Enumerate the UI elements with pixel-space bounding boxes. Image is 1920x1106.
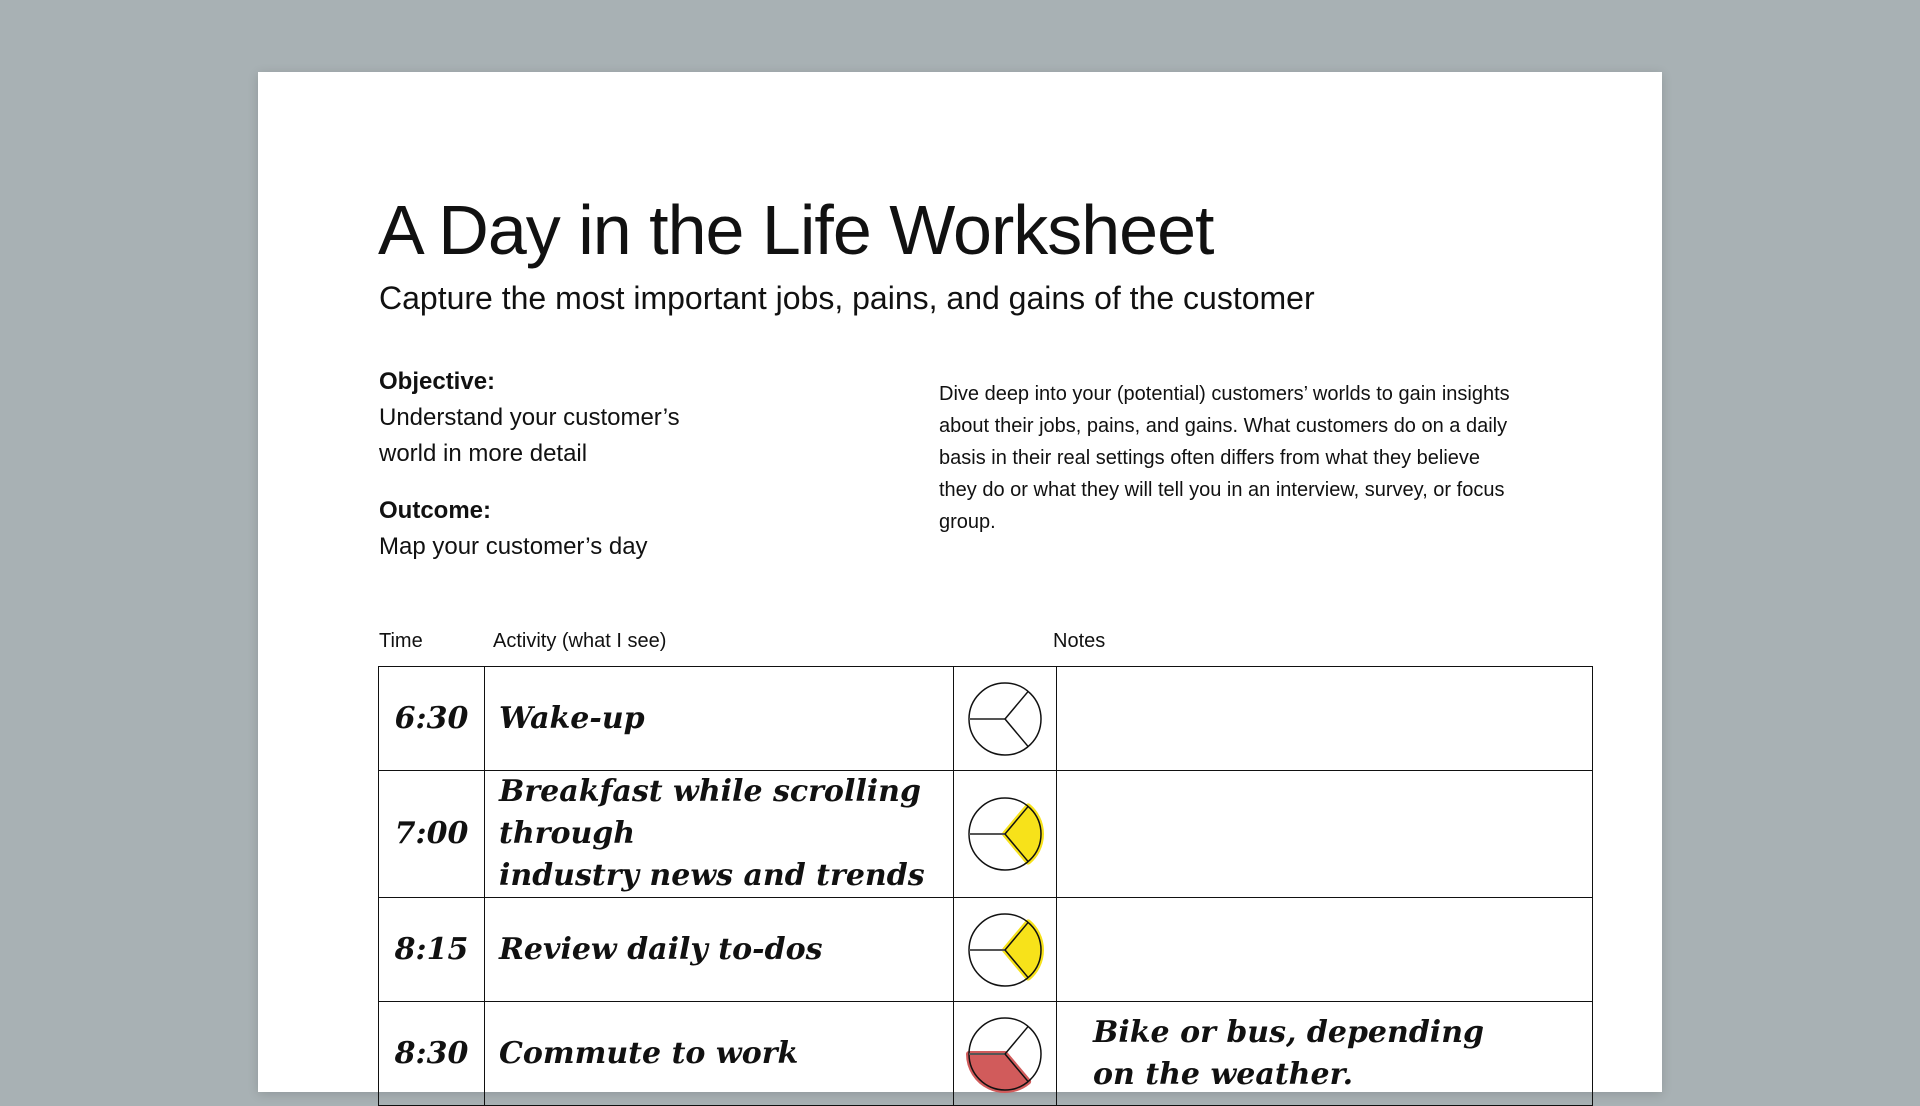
time-value: 7:00 (394, 816, 469, 851)
description-paragraph: Dive deep into your (potential) customers’ worlds to gain insights about their jobs, pains, and gains. What customers do on a daily basis in their real settings often differs from what they believe they do or what they will tell you in an interview, survey, or focus group. (939, 383, 1510, 533)
objective-line-1: Understand your customer’s (379, 404, 680, 431)
time-cell[interactable] (379, 771, 485, 898)
table-row (379, 771, 1593, 898)
table-row (379, 898, 1593, 1002)
table-row (379, 1002, 1593, 1106)
time-value: 8:15 (394, 931, 469, 967)
time-value: 6:30 (394, 700, 469, 736)
activity-line: industry news and trends (499, 858, 925, 893)
notes-cell[interactable] (1057, 771, 1593, 898)
time-cell[interactable] (379, 1002, 485, 1106)
time-cell[interactable] (379, 898, 485, 1002)
mood-pie-icon (963, 792, 1047, 876)
table-row (379, 667, 1593, 771)
objective-label: Objective: (379, 368, 496, 395)
activity-line: Wake-up (499, 700, 645, 736)
outcome-text: Map your customer’s day (379, 533, 648, 560)
notes-line: on the weather. (1093, 1056, 1354, 1092)
header-time: Time (379, 630, 423, 652)
notes-cell[interactable] (1057, 898, 1593, 1002)
worksheet-page (258, 72, 1662, 1092)
activity-cell[interactable] (485, 898, 954, 1002)
time-value: 8:30 (394, 1035, 469, 1071)
mood-cell[interactable] (954, 667, 1057, 771)
activity-line: Breakfast while scrolling through (499, 774, 921, 851)
mood-cell[interactable] (954, 771, 1057, 898)
activity-line: Review daily to-dos (499, 931, 823, 967)
mood-pie-icon (963, 1012, 1047, 1096)
outcome-label: Outcome: (379, 497, 492, 524)
objective-line-2: world in more detail (379, 440, 588, 467)
header-notes: Notes (1053, 630, 1106, 652)
mood-cell[interactable] (954, 898, 1057, 1002)
mood-cell[interactable] (954, 1002, 1057, 1106)
page-title: A Day in the Life Worksheet (378, 191, 1214, 269)
activity-line: Commute to work (499, 1035, 799, 1071)
activity-cell[interactable] (485, 667, 954, 771)
notes-cell[interactable] (1057, 667, 1593, 771)
header-activity: Activity (what I see) (493, 630, 667, 652)
mood-pie-icon (963, 908, 1047, 992)
page-subtitle: Capture the most important jobs, pains, and gains of the customer (379, 280, 1315, 316)
notes-line: Bike or bus, depending (1093, 1014, 1484, 1050)
day-table (378, 666, 1593, 1106)
mood-pie-icon (963, 677, 1047, 761)
time-cell[interactable] (379, 667, 485, 771)
notes-cell[interactable] (1057, 1002, 1593, 1106)
activity-cell[interactable] (485, 771, 954, 898)
activity-cell[interactable] (485, 1002, 954, 1106)
